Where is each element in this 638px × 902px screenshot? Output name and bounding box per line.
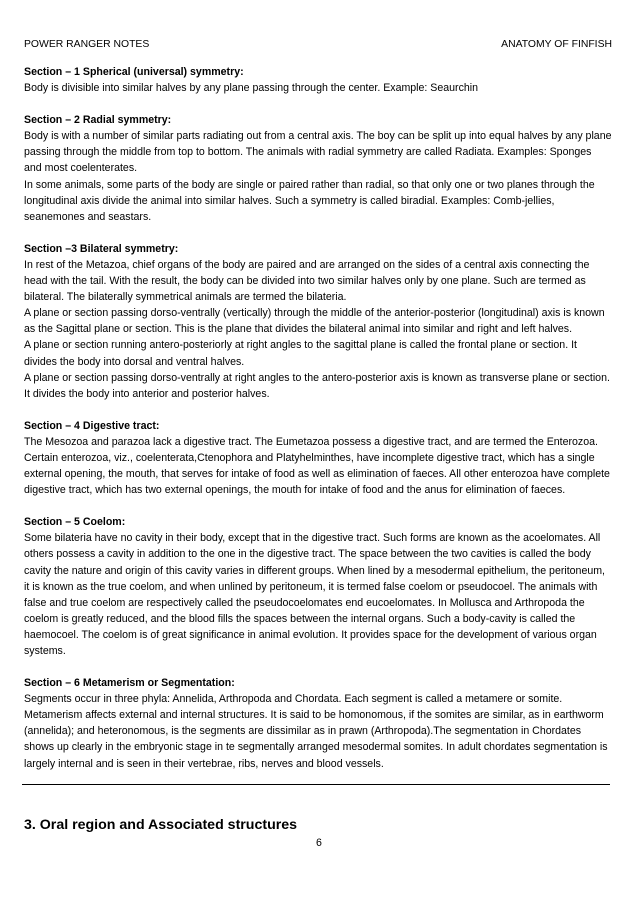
section-heading: Section – 6 Metamerism or Segmentation: [24,677,235,690]
page-header [24,38,612,52]
section-paragraph: The Mesozoa and parazoa lack a digestive tract. The Eumetazoa possess a digestive tract, and are termed the Enterozoa. Certain enterozoa, viz., coelenterata,Ctenophora and Platyhelminthes, have incomplete digestive tract, which has a single external opening, the mouth, that serves for intake of food as well as elimination of faeces. All other enterozoa have complete digestive tract, which has two external openings, the mouth for intake of food and the anus for elimination of faeces. [24,435,610,497]
section-spherical-symmetry [24,64,612,96]
section-heading: Section – 2 Radial symmetry: [24,114,172,127]
section-heading: Section – 1 Spherical (universal) symmetry: [24,66,244,78]
section-bilateral-symmetry [24,241,612,402]
chapter-heading: 3. Oral region and Associated structures [24,817,298,833]
section-paragraph: Some bilateria have no cavity in their body, except that in the digestive tract. Such forms are known as the acoelomates. All others possess a cavity in addition to the one in the digestive tract. The space between the two cavities is called the body cavity the nature and origin of this cavity varies in different groups. When lined by a mesodermal epithelium, the peritoneum, it is known as the true coelom, and when unlined by peritoneum, it is termed false coelom or pseudocoel. The animals with false and true coelom are respectively called the pseudocoelomates end eucoelomates. In Mollusca and Arthropoda the coelom is greatly reduced, and the blood fills the spaces between the internal organs. Such a body-cavity is called the haemocoel. The coelom is of great significance in animal evolution. It provides space for the development of various organ systems. [24,532,606,657]
section-metamerism [24,675,612,772]
section-digestive-tract [24,418,612,498]
section-paragraph: A plane or section passing dorso-ventrally (vertically) through the middle of the anterior-posterior (longitudinal) axis is known as the Sagittal plane or section. This is the plane that divides the bilateral animal into similar and right and left halves. [24,307,605,336]
page-body [24,64,612,788]
section-paragraph: A plane or section passing dorso-ventrally at right angles to the antero-posterior axis is known as transverse plane or section. It divides the body into anterior and posterior halves. [24,371,610,400]
section-paragraph: A plane or section running antero-posteriorly at right angles to the sagittal plane is called the frontal plane or section. It divides the body into dorsal and ventral halves. [24,339,577,368]
section-paragraph: In some animals, some parts of the body are single or paired rather than radial, so that only one or two planes through the longitudinal axis divide the animal into similar halves. Such a symmetry is called biradial. Examples: Comb-jellies, seanemones and seastars. [24,178,595,223]
section-coelom [24,514,612,659]
section-heading: Section –3 Bilateral symmetry: [24,242,179,255]
section-paragraph: In rest of the Metazoa, chief organs of the body are paired and are arranged on the sides of a central axis connecting the head with the tail. With the result, the body can be divided into two similar halves only by one plane. Such are termed as bilateral. The bilaterally symmetrical animals are termed the bilateria. [24,258,590,304]
section-paragraph: Body is divisible into similar halves by any plane passing through the center. Example: Seaurchin [24,82,479,95]
section-paragraph: Segments occur in three phyla: Annelida, Arthropoda and Chordata. Each segment is called a metamere or somite. Metamerism affects external and internal structures. It is said to be homonomous, if the somites are similar, as in earthworm (annelida); and heteronomous, is the segments are dissimilar as in prawn (Arthropoda).The segmentation in Chordates shows up clearly in the embryonic stage in te segmentally arranged mesodermal somites. In adult chordates segmentation is largely internal and is seen in their vertebrae, ribs, nerves and blood vessels. [24,693,608,770]
section-paragraph: Body is with a number of similar parts radiating out from a central axis. The boy can be split up into equal halves by any plane passing through the middle from top to bottom. The animals with radial symmetry are called Radiata. Examples: Sponges and most coelenterates. [24,130,612,175]
horizontal-divider [22,784,610,785]
header-left: POWER RANGER NOTES [24,39,150,50]
section-radial-symmetry [24,112,612,225]
section-heading: Section – 4 Digestive tract: [24,419,160,432]
section-heading: Section – 5 Coelom: [24,516,126,529]
header-right: ANATOMY OF FINFISH [501,39,612,50]
page-number: 6 [316,837,322,849]
